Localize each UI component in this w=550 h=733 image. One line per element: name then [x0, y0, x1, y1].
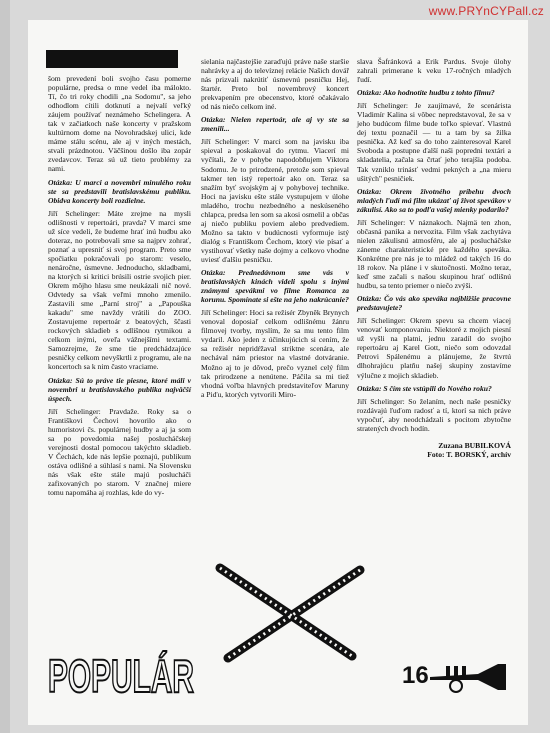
interview-paragraph: Jiří Schelinger: Je zaujímavé, že scenárista Vladimír Kalina si vôbec nepredstavoval, že sa v jeho budúcom filme bude toľko spievať. Vlastnú dej textu poznačil — tu a tam by sa žilka pesnička. Až keď sa do toho zainteresoval Karel Svoboda a postupne ďalší naši popredni textári a skladatelia, začala sa črtať jeho terajšia podoba. Tak vzniklo trinásť vedmi pekných a „na mieru ušitých" pesničiek. [357, 101, 511, 183]
interview-question: Otázka: S čím ste vstúpili do Nového roku? [357, 383, 492, 393]
interview-paragraph: Jiří Schelinger: V náznakoch. Najmä ten zhon, občasná panika a nervozita. Film však zachytáva nielen zákulisnú atmosféru, ale aj poslucháčske záneme charakteristické pre každého speváka. Konkrétne pre nás je to mládež od takých 16 do 18 rokov. Na pláne i v skutočnosti. Možno teraz, keď sme začali s našou skupinou hrať odlišnú hudbu, sa tento priemer o niečo zvýši. [357, 217, 511, 291]
interview-paragraph: šom prevedení boli svojho času pomerne populárne, predsa o mne vedel iba málokto. Tí, čo tri roky chodili „na Sodomu", sa jeho odhodlom cítili dotknutí a nejvalí veľký záujem používať neznámeho Schelingera. A tak v začiatkoch naše koncerty v pražskom kultúrnom dome na Novohradskej ulici, kde máme stálu scénu, ale aj v iných mestách, stvali prázdnotou. Väčšinou došlo iba zopár zvedavcov. Teraz sú už tieto problémy za nami. [48, 74, 191, 174]
interview-paragraph: Jiří Schelinger: V marci som na javisku iba spieval a poskakoval do rytmu. Viacerí mi vyčítali, že v pohybe napodobňujem Viktora Sodomu. Je to prirodzené, pretože som spieval takmer ten istý repertoár ako on. Teraz sa snažím byť svojským aj v pohybovej technike. Hoci na javisku ešte stále vystupujem v úlohe mladého, trochu nezbedného a neskúseného chlapca, predsa len som sa akosi osmelil a občas aj niečo publiku poviem alebo predvediem. Možno sa takto v budúcnosti vyformuje istý dialóg s Františkom Čechom, ktorý vie písať a vystihovať všetky naše dojmy a celkovo vhodne uviesť ďalšiu pesničku. [201, 137, 349, 264]
interview-question: Otázka: Nielen repertoár, ale aj vy ste sa zmenili... [201, 115, 349, 134]
trumpet-icon [428, 660, 510, 694]
author-name: Zuzana BUBILKOVÁ [438, 440, 511, 450]
column-2 [201, 57, 349, 403]
interview-paragraph: Jiří Schelinger: So želaním, nech naše pesničky rozdávajú ľuďom radosť a tí, ktorí sa nich práve vypočuť, aby neodchádzali s pocitom zbytočne stratených dvoch hodín. [357, 396, 511, 433]
scan-edge [0, 0, 10, 733]
crossed-instruments-illustration [212, 560, 368, 666]
interview-paragraph: Jiří Schelinger: Hoci sa režisér Zbyněk Brynych venoval doposiaľ celkom odlišnému žánru filmovej tvorby, myslím, že sa mu tento film vydaril. Ako jeden z účinkujúcich si cením, že sa režisér nepridŕžaval striktne scenára, ale nechával nám priestor na vlastné dotváranie. Možno aj to je dôvod, prečo vyznel celý film tak prirodzene a nenútene. Páčila sa mi tiež vhodná voľba hlavných predstaviteľov Maruny a Piďu, ktorých vytvorili Miro- [201, 308, 349, 399]
interview-paragraph: Jiří Schelinger: Okrem spevu sa chcem viacej venovať komponovaniu. Niektoré z mojich piesní už vyšli na platni, jednu zaradil do svojho repertoáru aj Karel Gott, niečo som odovzdal Petrovi Spálenému a plánujeme, že štvrtú dlhohrajúcu platňu našej skupiny zostavíme výlučne z mojich skladieb. [357, 316, 511, 380]
svg-text:POPULÁR: POPULÁR [48, 650, 194, 702]
column-1 [48, 74, 191, 501]
column-3 [357, 57, 511, 459]
byline [357, 441, 511, 459]
interview-question: Otázka: Okrem životného príbehu dvoch mladých ľudí má film ukázať aj život spevákov v zákulisí. Ako sa to podľa vašej mienky podarilo? [357, 186, 511, 214]
interview-question: Otázka: U marci a novembri minulého roku ste sa predstavili bratislavskému publiku. Obidva koncerty boli rozdielne. [48, 177, 191, 205]
photo-credit: Foto: T. BORSKÝ, archív [427, 449, 511, 459]
interview-paragraph: Jiří Schelinger: Máte zrejme na mysli odlišnosti v repertoári, pravda? V marci sme už síce vedeli, že budeme hrať inú hudbu ako doteraz, no potrebovali sme sa najprv zohrať, poznať a upresniť si svoj program. Preto sme spočiatku pokračovali po starom: veselo, nenáročne, úsmevne. Jednoducho, skladbami, na ktorých si kritici brúsili ostrie svojich pier. Okrem môjho hlasu sme neukázali nič nové. Odvtedy sa však veľmi mnoho zmenilo. Zastavili sme „Parní stroj" a „Papouška kakadu" sme navždy vrátili do ZOO. Zostavujeme repertoár z beatových, ščasti rockových skladieb s odlišnou rytmikou a celkom inými, oveľa vážnejšími textami. Samozrejme, že sme tie predchádzajúce pesničky celkom nevyškrtli z programu, ale na koncertoch sa k nim často vraciame. [48, 208, 191, 372]
header-bar [46, 50, 178, 68]
interview-question: Otázka: Čo vás ako speváka najbližšie pracovne predstavujete? [357, 294, 511, 313]
interview-paragraph: slava Šafránková a Erik Pardus. Svoje úlohy zahrali primerane k veku 17-ročných mladých ľudí. [357, 57, 511, 85]
interview-question: Otázka: Ako hodnotíte hudbu z tohto filmu? [357, 88, 495, 98]
interview-paragraph: sielania najčastejšie zaraďujú práve naše staršie nahrávky a aj do televíznej relácie Našich dovář nás prizvali nakrútiť úsmevnú pesničku Hej, štartér. Preto bol novembrový koncert prekvapením pre obecenstvo, ktoré očakávalo od nás niečo celkom iné. [201, 57, 349, 112]
interview-paragraph: Jiří Schelinger: Pravdaže. Roky sa o Františkovi Čechovi hovorilo ako o humoristovi čs. populárnej hudby a aj ja som sa po povedomia našej poslucháčskej verejnosti dostal pomocou takýchto skladieb. V Čechách, kde nás lepšie poznajú, publikum ostáva odlišné a súhlasí s nami. Na Slovensku nás však ešte stále majú poslucháči zafixovaných po starom. V značnej miere tomu napomáha aj rozhlas, kde do vy- [48, 406, 191, 498]
interview-question: Otázka: Sú to práve tie piesne, ktoré máli v novembri u bratislavského publika najväčší úspech. [48, 375, 191, 403]
interview-question: Otázka: Prednedávnom sme vás v bratislavských kinách videli spolu s inými známymi spevákmi vo filme Romanca za korunu. Spomínate si ešte na jeho nakrúcanie? [201, 268, 349, 305]
populor-logo [46, 640, 196, 702]
watermark: www.PRYnCYPall.cz [428, 4, 544, 18]
page-number: 16 [402, 662, 429, 689]
